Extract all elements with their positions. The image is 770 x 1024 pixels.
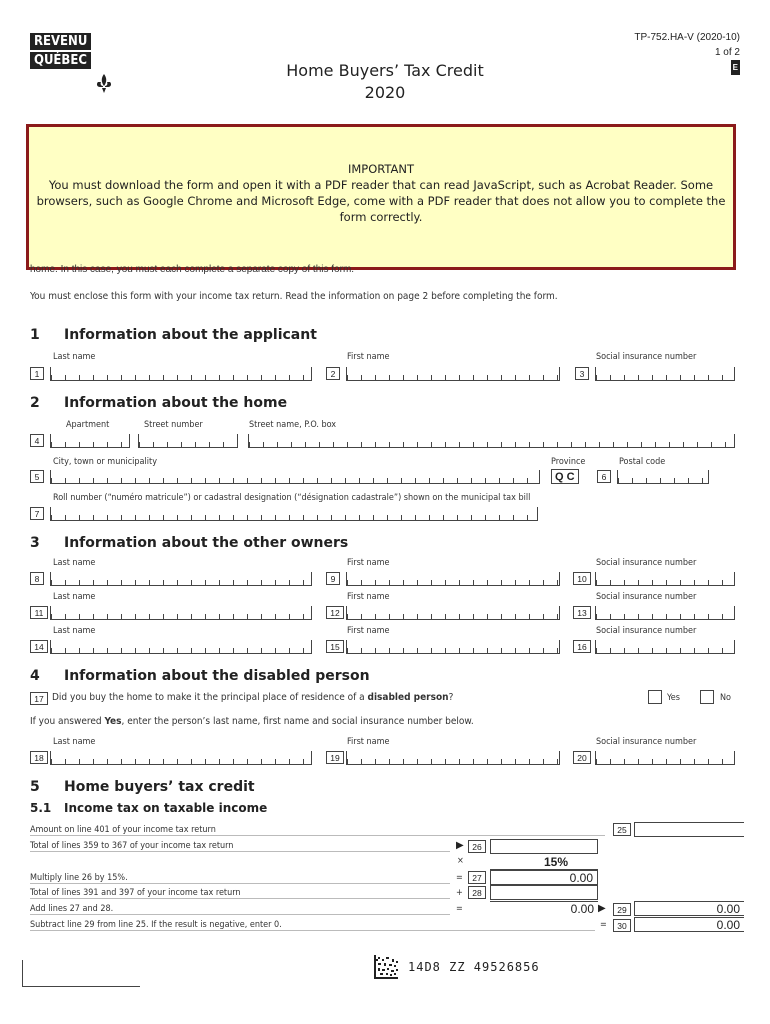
section-3-heading: 3 Information about the other owners — [30, 535, 349, 551]
line-number-7: 7 — [30, 507, 44, 520]
line-number-13: 13 — [573, 606, 591, 619]
section-5-1-heading: 5.1 Income tax on taxable income — [30, 801, 268, 815]
line-number-5: 5 — [30, 470, 44, 483]
owner2-sin-field[interactable] — [595, 606, 735, 620]
corner-mark-horizontal — [22, 986, 140, 987]
label-city: City, town or municipality — [53, 457, 157, 467]
label-last-name: Last name — [53, 626, 96, 636]
label-sin: Social insurance number — [596, 352, 697, 362]
line-number-17: 17 — [30, 692, 48, 705]
line-number-16: 16 — [573, 640, 591, 653]
rate-value: 15% — [490, 855, 598, 870]
owner1-first-name-field[interactable] — [346, 572, 560, 586]
label-sin: Social insurance number — [596, 737, 697, 747]
section-4-heading: 4 Information about the disabled person — [30, 668, 370, 684]
disabled-first-name-field[interactable] — [346, 751, 560, 765]
page-indicator: 1 of 2 — [714, 47, 740, 58]
line-number-14: 14 — [30, 640, 48, 653]
line-number-18: 18 — [30, 751, 48, 764]
line-number-3: 3 — [575, 367, 589, 380]
line-number-1: 1 — [30, 367, 44, 380]
owner2-first-name-field[interactable] — [346, 606, 560, 620]
label-first-name: First name — [347, 592, 390, 602]
section-2-heading: 2 Information about the home — [30, 395, 288, 411]
label-street-number: Street number — [144, 420, 203, 430]
logo-line-2: QUÉBEC — [30, 52, 91, 69]
applicant-first-name-field[interactable] — [346, 367, 560, 381]
disabled-last-name-field[interactable] — [50, 751, 312, 765]
enclose-instruction: You must enclose this form with your income tax return. Read the information on page 2 before completing the form. — [30, 291, 558, 302]
label-last-name: Last name — [53, 352, 96, 362]
label-first-name: First name — [347, 558, 390, 568]
owner2-last-name-field[interactable] — [50, 606, 312, 620]
op-times: × — [457, 856, 464, 866]
label-province: Province — [551, 457, 586, 467]
owner1-last-name-field[interactable] — [50, 572, 312, 586]
line-number-25: 25 — [613, 823, 631, 836]
label-postal-code: Postal code — [619, 457, 666, 467]
line-number-26: 26 — [468, 840, 486, 853]
line-25-description: Amount on line 401 of your income tax return — [30, 825, 605, 836]
partially-hidden-text: home. In this case, you must each complete a separate copy of this form. — [30, 264, 355, 275]
apartment-field[interactable] — [50, 434, 130, 448]
label-last-name: Last name — [53, 558, 96, 568]
line-number-11: 11 — [30, 606, 48, 619]
label-last-name: Last name — [53, 737, 96, 747]
q17-question: Did you buy the home to make it the principal place of residence of a disabled person? — [52, 692, 454, 703]
disabled-person-note: If you answered Yes, enter the person’s last name, first name and social insurance number below. — [30, 716, 474, 727]
line-number-29: 29 — [613, 903, 631, 916]
label-apartment: Apartment — [66, 420, 110, 430]
owner3-sin-field[interactable] — [595, 640, 735, 654]
label-sin: Social insurance number — [596, 558, 697, 568]
line-29-field[interactable]: 0.00 — [634, 901, 744, 916]
barcode-text: 14D8 ZZ 49526856 — [408, 960, 540, 974]
datamatrix-barcode-icon — [374, 955, 398, 979]
notice-text: You must download the form and open it with a PDF reader that can read JavaScript, such as Acrobat Reader. Some browsers, such as Google Chrome and Microsoft Edge, come with a PDF reader that does not allow you to complete the form correctly. — [36, 178, 726, 224]
line-30-field[interactable]: 0.00 — [634, 917, 744, 932]
line-30-description: Subtract line 29 from line 25. If the result is negative, enter 0. — [30, 920, 595, 931]
line-number-15: 15 — [326, 640, 344, 653]
owner1-sin-field[interactable] — [595, 572, 735, 586]
line-number-19: 19 — [326, 751, 344, 764]
postal-code-field[interactable] — [617, 470, 709, 484]
op-equals: = — [456, 873, 463, 883]
line-number-30: 30 — [613, 919, 631, 932]
line-number-20: 20 — [573, 751, 591, 764]
street-number-field[interactable] — [138, 434, 238, 448]
line-number-27: 27 — [468, 871, 486, 884]
yes-checkbox[interactable] — [648, 690, 662, 704]
section-1-heading: 1 Information about the applicant — [30, 327, 317, 343]
arrow-right-icon: ▶ — [456, 840, 464, 851]
no-label: No — [720, 693, 732, 703]
label-street-name: Street name, P.O. box — [249, 420, 337, 430]
owner3-first-name-field[interactable] — [346, 640, 560, 654]
label-sin: Social insurance number — [596, 626, 697, 636]
street-name-field[interactable] — [248, 434, 735, 448]
label-first-name: First name — [347, 737, 390, 747]
form-title: Home Buyers’ Tax Credit — [286, 61, 484, 80]
line-28-description: Total of lines 391 and 397 of your income tax return — [30, 888, 450, 899]
line-number-9: 9 — [326, 572, 340, 585]
corner-mark-vertical — [22, 960, 23, 986]
op-equals: = — [600, 920, 607, 930]
line-number-10: 10 — [573, 572, 591, 585]
line-29-description: Add lines 27 and 28. — [30, 904, 450, 915]
label-last-name: Last name — [53, 592, 96, 602]
line-number-2: 2 — [326, 367, 340, 380]
line-number-28: 28 — [468, 886, 486, 899]
label-sin: Social insurance number — [596, 592, 697, 602]
arrow-right-icon: ▶ — [598, 903, 606, 914]
line-26-field[interactable] — [490, 839, 598, 854]
form-id-block — [634, 30, 740, 75]
line-27-field[interactable]: 0.00 — [490, 870, 598, 885]
line-26-description: Total of lines 359 to 367 of your income tax return — [30, 841, 450, 852]
province-field: Q C — [551, 469, 579, 484]
yes-label: Yes — [667, 693, 680, 703]
line-27-description: Multiply line 26 by 15%. — [30, 873, 450, 884]
op-plus: + — [456, 888, 463, 898]
language-badge: E — [731, 60, 740, 75]
section-5-heading: 5 Home buyers’ tax credit — [30, 779, 255, 795]
roll-number-field[interactable] — [50, 507, 538, 521]
line-number-12: 12 — [326, 606, 344, 619]
label-first-name: First name — [347, 626, 390, 636]
city-field[interactable] — [50, 470, 540, 484]
important-notice — [26, 124, 736, 270]
disabled-sin-field[interactable] — [595, 751, 735, 765]
line-29-subtotal: 0.00 — [490, 901, 598, 916]
applicant-last-name-field[interactable] — [50, 367, 312, 381]
line-number-8: 8 — [30, 572, 44, 585]
op-equals: = — [456, 904, 463, 914]
no-checkbox[interactable] — [700, 690, 714, 704]
form-year: 2020 — [364, 83, 406, 102]
logo-line-1: REVENU — [30, 33, 91, 50]
line-25-field[interactable] — [634, 822, 744, 837]
applicant-sin-field[interactable] — [595, 367, 735, 381]
notice-heading: IMPORTANT — [347, 162, 415, 176]
owner3-last-name-field[interactable] — [50, 640, 312, 654]
line-28-field[interactable] — [490, 885, 598, 900]
line-number-6: 6 — [597, 470, 611, 483]
line-number-4: 4 — [30, 434, 44, 447]
form-id: TP-752.HA-V (2020-10) — [634, 32, 740, 43]
label-roll-number: Roll number (“numéro matricule”) or cadastral designation (“désignation cadastrale”) shown on the municipal tax bill — [53, 493, 531, 503]
label-first-name: First name — [347, 352, 390, 362]
